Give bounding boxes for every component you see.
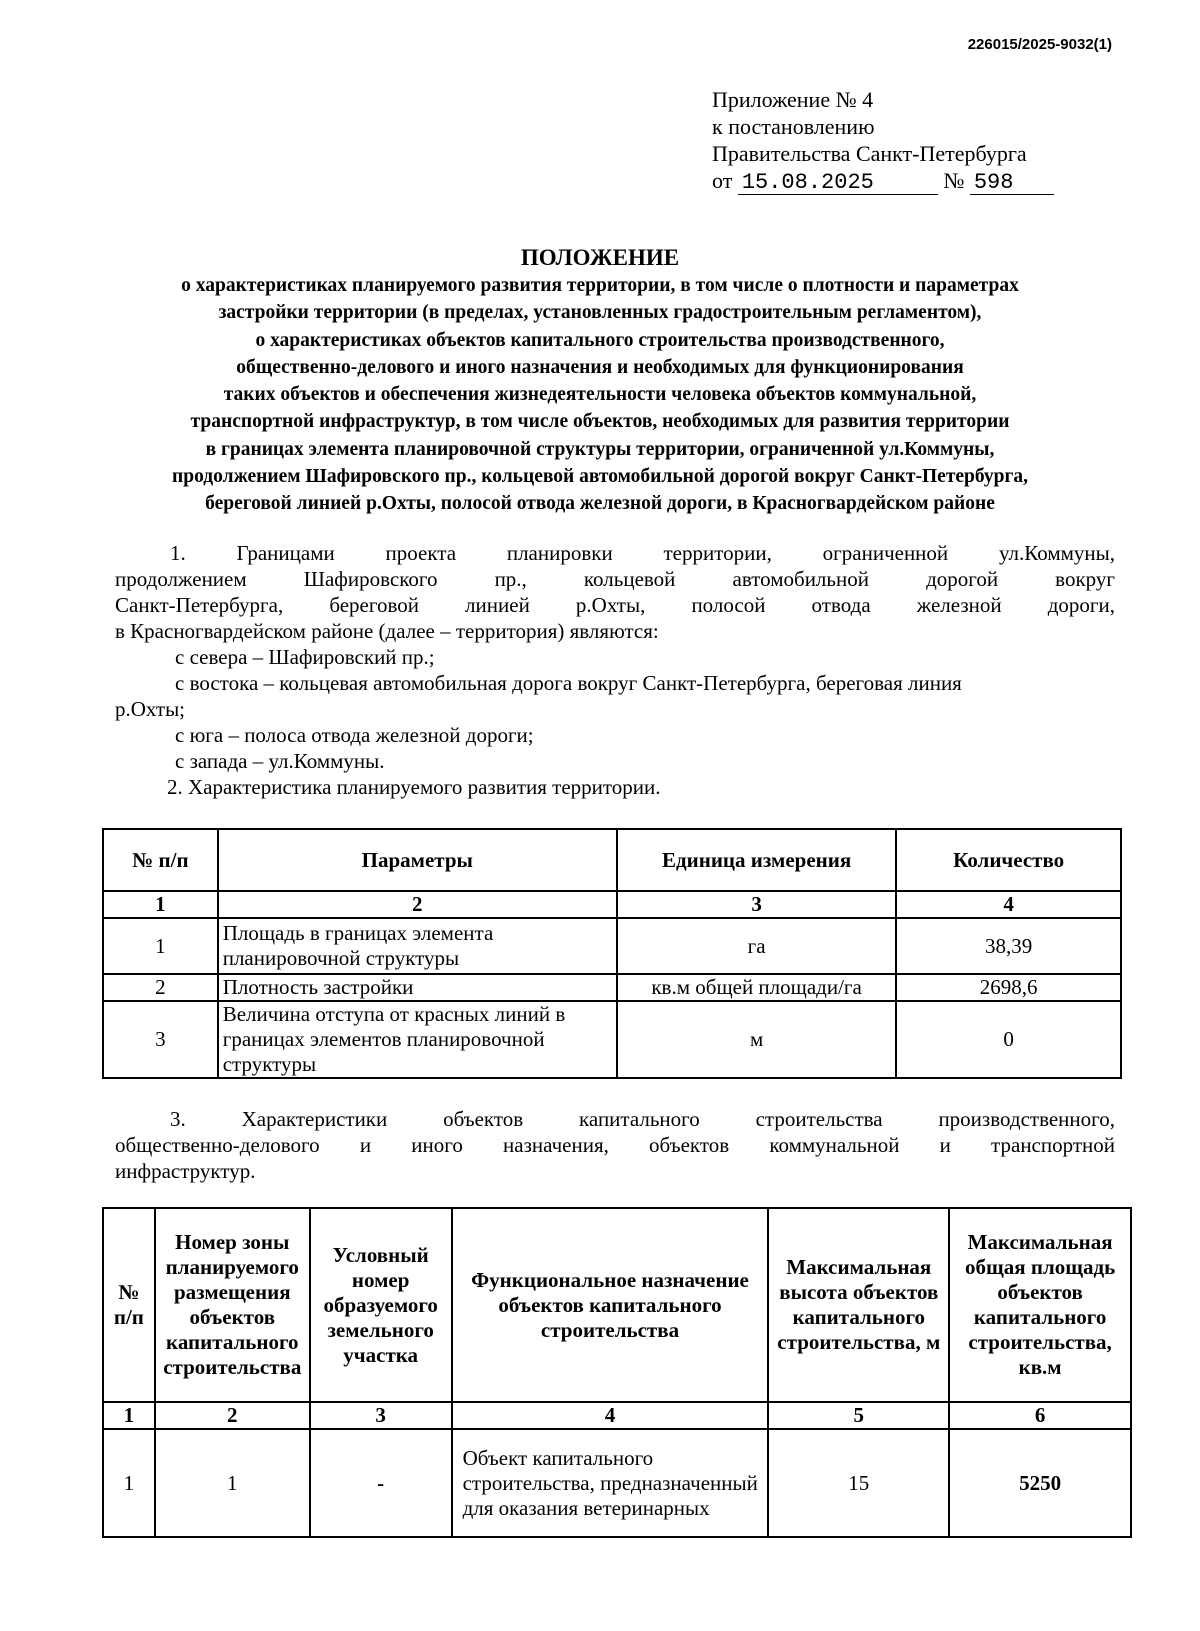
column-number: 4	[896, 891, 1121, 918]
appendix-line-3: Правительства Санкт-Петербурга	[712, 141, 1027, 166]
subtitle-line: общественно-делового и иного назначения и необходимых для функционирования	[236, 356, 964, 378]
section-3	[115, 1106, 1115, 1184]
subtitle-line: транспортной инфраструктур, в том числе объектов, необходимых для развития территории	[190, 411, 1010, 433]
boundary-west: с запада – ул.Коммуны.	[175, 749, 385, 773]
table-header: № п/п	[103, 1208, 155, 1402]
boundary-east: с востока – кольцевая автомобильная дорога вокруг Санкт-Петербурга, береговая линия	[175, 671, 962, 695]
column-number: 3	[617, 891, 896, 918]
table-header: № п/п	[103, 829, 218, 891]
param-cell: Площадь в границах элемента планировочной структуры	[218, 918, 617, 974]
table-header: Единица измерения	[617, 829, 896, 891]
column-number: 1	[103, 1402, 155, 1429]
table-header: Параметры	[218, 829, 617, 891]
subtitle	[100, 272, 1100, 518]
table-header: Количество	[896, 829, 1121, 891]
column-number: 1	[103, 891, 218, 918]
unit-cell: кв.м общей площади/га	[617, 974, 896, 1001]
column-number: 3	[310, 1402, 452, 1429]
row-number: 1	[103, 918, 218, 974]
title-block	[100, 244, 1100, 518]
table-row	[103, 1429, 1131, 1537]
subtitle-line: о характеристиках объектов капитального строительства производственного,	[255, 329, 945, 351]
appendix-date-line	[712, 167, 1054, 195]
table-row	[103, 918, 1121, 974]
table-row	[103, 1001, 1121, 1078]
section-1	[115, 540, 1115, 800]
row-number: 3	[103, 1001, 218, 1078]
subtitle-line: в границах элемента планировочной структуры территории, ограниченной ул.Коммуны,	[205, 438, 995, 460]
qty-cell: 2698,6	[896, 974, 1121, 1001]
qty-cell: 38,39	[896, 918, 1121, 974]
subtitle-line: береговой линией р.Охты, полосой отвода железной дороги, в Красногвардейском районе	[205, 493, 995, 515]
unit-cell: м	[617, 1001, 896, 1078]
qty-cell: 0	[896, 1001, 1121, 1078]
appendix-line-1: Приложение № 4	[712, 87, 874, 112]
table-header: Номер зоны планируемого размещения объектов капитального строительства	[155, 1208, 310, 1402]
page-title: ПОЛОЖЕНИЕ	[520, 245, 680, 270]
table-header: Максимальная высота объектов капитального строительства, м	[768, 1208, 949, 1402]
document-number: 226015/2025-9032(1)	[967, 36, 1112, 53]
row-number: 1	[103, 1429, 155, 1537]
boundary-south: с юга – полоса отвода железной дороги;	[175, 723, 534, 747]
column-number: 2	[218, 891, 617, 918]
resolution-date: 15.08.2025	[738, 172, 938, 195]
column-number: 5	[768, 1402, 949, 1429]
purpose-cell: Объект капитального строительства, предназначенный для оказания ветеринарных	[452, 1429, 769, 1537]
table-header: Максимальная общая площадь объектов капитального строительства, кв.м	[949, 1208, 1131, 1402]
section-3-line: инфраструктур.	[115, 1159, 256, 1183]
column-number: 6	[949, 1402, 1131, 1429]
column-number: 2	[155, 1402, 310, 1429]
section-2-heading: 2. Характеристика планируемого развития территории.	[167, 775, 661, 799]
capital-construction-table	[102, 1207, 1132, 1538]
table-header: Условный номер образуемого земельного участка	[310, 1208, 452, 1402]
section-3-line: общественно-делового и иного назначения, объектов коммунальной и транспортной	[115, 1133, 1115, 1157]
appendix-line-2: к постановлению	[712, 114, 875, 139]
boundary-north: с севера – Шафировский пр.;	[175, 645, 435, 669]
number-label: №	[943, 168, 965, 193]
section-3-line: 3. Характеристики объектов капитального строительства производственного,	[170, 1107, 1115, 1131]
param-cell: Плотность застройки	[218, 974, 617, 1001]
section-1-line: в Красногвардейском районе (далее – территория) являются:	[115, 619, 659, 643]
table-row	[103, 974, 1121, 1001]
zone-cell: 1	[155, 1429, 310, 1537]
column-number: 4	[452, 1402, 769, 1429]
appendix-block	[712, 86, 1054, 195]
section-1-line: продолжением Шафировского пр., кольцевой автомобильной дорогой вокруг	[115, 567, 1115, 591]
subtitle-line: продолжением Шафировского пр., кольцевой автомобильной дорогой вокруг Санкт-Петербурга,	[172, 466, 1028, 488]
subtitle-line: о характеристиках планируемого развития территории, в том числе о плотности и параметрах	[181, 275, 1019, 296]
plot-cell: -	[310, 1429, 452, 1537]
subtitle-line: застройки территории (в пределах, установленных градостроительным регламентом),	[218, 302, 982, 324]
section-1-line: Санкт-Петербурга, береговой линией р.Охты, полосой отвода железной дороги,	[115, 593, 1115, 617]
subtitle-line: таких объектов и обеспечения жизнедеятельности человека объектов коммунальной,	[223, 384, 977, 406]
unit-cell: га	[617, 918, 896, 974]
table-header: Функциональное назначение объектов капитального строительства	[452, 1208, 769, 1402]
area-cell: 5250	[949, 1429, 1131, 1537]
row-number: 2	[103, 974, 218, 1001]
territory-characteristics-table	[102, 828, 1122, 1079]
boundary-east-cont: р.Охты;	[115, 697, 186, 721]
from-label: от	[712, 168, 733, 193]
param-cell: Величина отступа от красных линий в границах элементов планировочной структуры	[218, 1001, 617, 1078]
height-cell: 15	[768, 1429, 949, 1537]
section-1-line: 1. Границами проекта планировки территории, ограниченной ул.Коммуны,	[170, 541, 1115, 565]
resolution-number: 598	[970, 172, 1054, 195]
